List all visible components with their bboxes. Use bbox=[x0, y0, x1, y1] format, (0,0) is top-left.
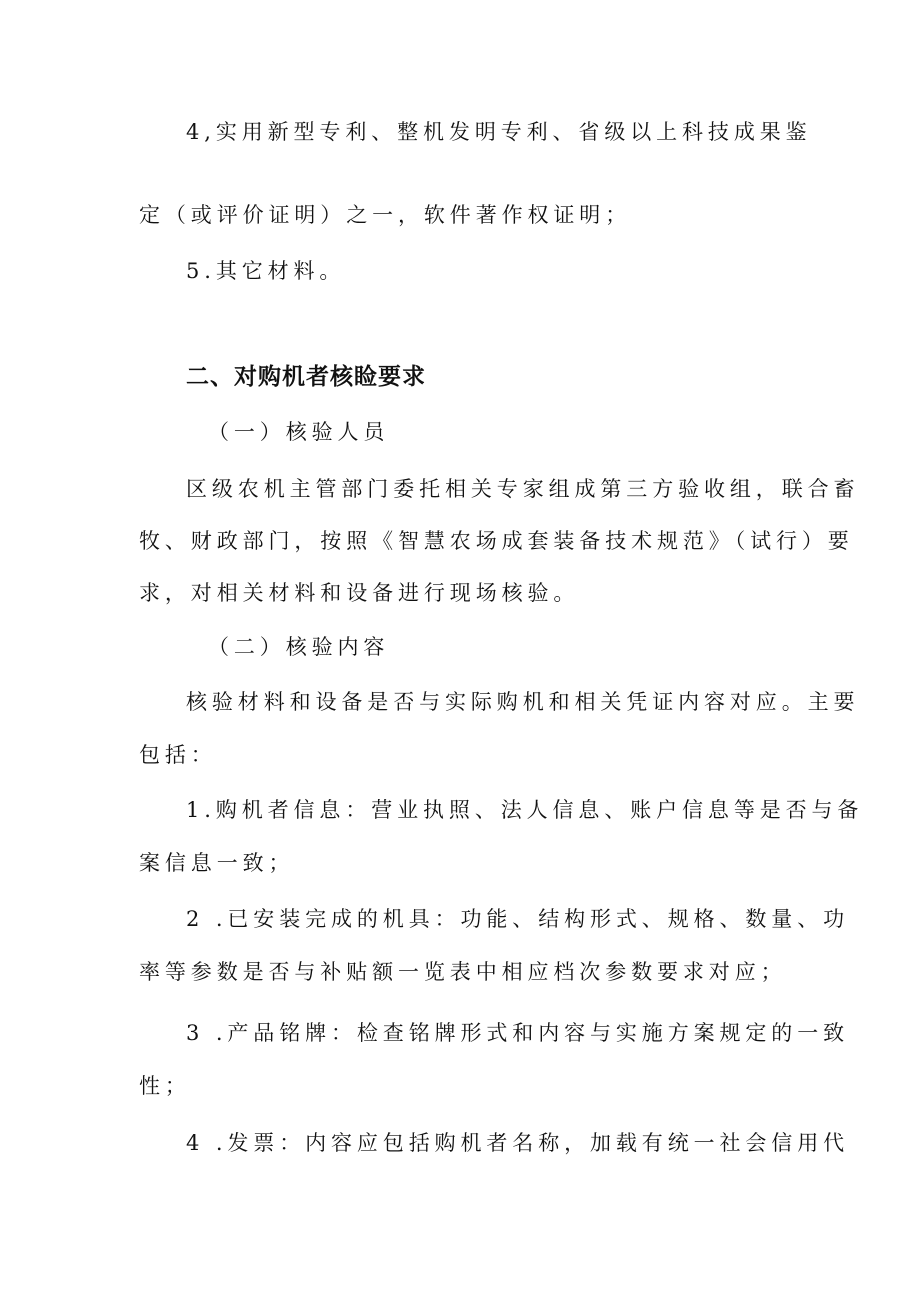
paragraph-line: 定（或评价证明）之一，软件著作权证明； bbox=[139, 203, 632, 227]
paragraph-line: 4,实用新型专利、整机发明专利、省级以上科技成果鉴 bbox=[186, 120, 812, 144]
subsection-heading: （二）核验内容 bbox=[208, 635, 390, 659]
paragraph-line: 案信息一致； bbox=[139, 851, 295, 875]
paragraph-line: 性； bbox=[139, 1074, 191, 1098]
paragraph-line: 区级农机主管部门委托相关专家组成第三方验收组，联合畜 bbox=[186, 477, 860, 501]
list-item: 4 .发票：内容应包括购机者名称，加载有统一社会信用代 bbox=[186, 1131, 850, 1155]
paragraph-line: 牧、财政部门，按照《智慧农场成套装备技术规范》（试行）要 bbox=[139, 529, 854, 553]
paragraph-line: 求，对相关材料和设备进行现场核验。 bbox=[139, 581, 580, 605]
paragraph-line: 包括： bbox=[139, 743, 217, 767]
section-heading: 二、对购机者核睑要求 bbox=[186, 364, 426, 390]
paragraph-line: 核验材料和设备是否与实际购机和相关凭证内容对应。主要 bbox=[186, 690, 860, 714]
list-item: 5.其它材料。 bbox=[186, 259, 346, 283]
list-item: 3 .产品铭牌：检查铭牌形式和内容与实施方案规定的一致 bbox=[186, 1021, 850, 1045]
list-item: 2 .已安装完成的机具：功能、结构形式、规格、数量、功 bbox=[186, 907, 850, 931]
paragraph-line: 率等参数是否与补贴额一览表中相应档次参数要求对应； bbox=[139, 960, 787, 984]
list-item: 1.购机者信息：营业执照、法人信息、账户信息等是否与备 bbox=[186, 798, 864, 822]
subsection-heading: （一）核验人员 bbox=[208, 420, 390, 444]
